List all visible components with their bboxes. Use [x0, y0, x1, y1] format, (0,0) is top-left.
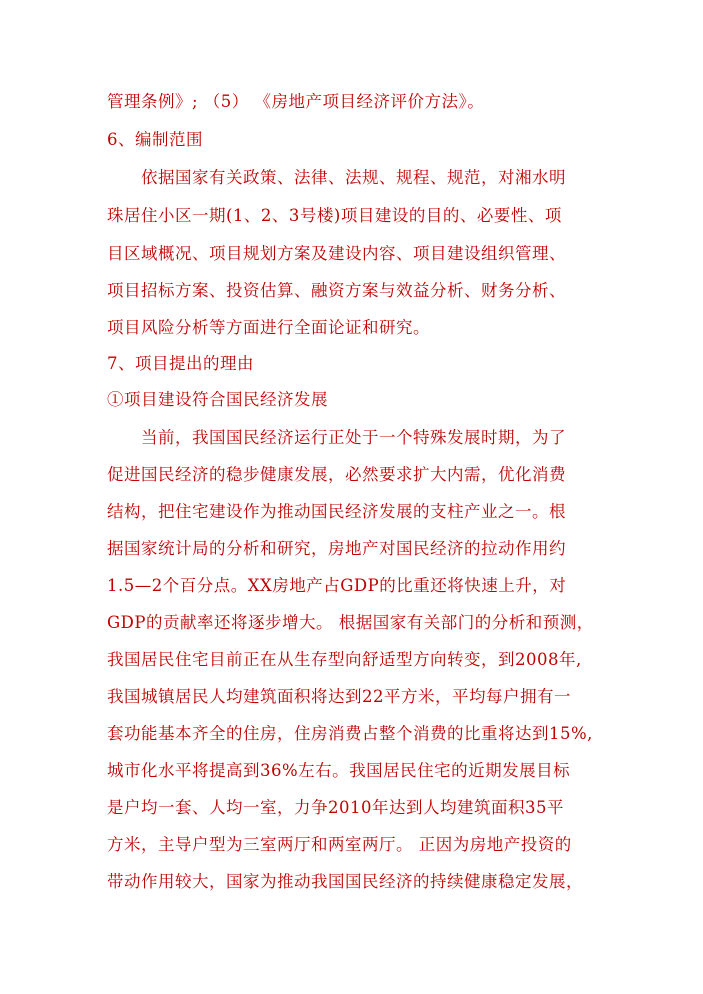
text-line: 1.5—2个百分点。XX房地产占GDP的比重还将快速上升，对 [107, 576, 567, 595]
text-line: 套功能基本齐全的住房，住房消费占整个消费的比重将达到15%, [107, 724, 593, 743]
subsection-heading: ①项目建设符合国民经济发展 [107, 390, 328, 409]
section-heading: 6、编制范围 [107, 130, 203, 149]
text-line: 管理条例》; （5） 《房地产项目经济评价方法》。 [107, 92, 485, 111]
text-line: 促进国民经济的稳步健康发展，必然要求扩大内需，优化消费 [107, 465, 566, 484]
text-line: 城市化水平将提高到36%左右。我国居民住宅的近期发展目标 [107, 761, 571, 780]
text-line: 当前，我国国民经济运行正处于一个特殊发展时期，为了 [107, 428, 566, 447]
text-line: 是户均一套、人均一室，力争2010年达到人均建筑面积35平 [107, 798, 564, 817]
section-heading: 7、项目提出的理由 [107, 354, 254, 373]
text-line: 依据国家有关政策、法律、法规、规程、规范，对湘水明 [107, 168, 566, 187]
text-line: 我国居民住宅目前正在从生存型向舒适型方向转变，到2008年, [107, 650, 582, 669]
text-line: 据国家统计局的分析和研究，房地产对国民经济的拉动作用约 [107, 539, 566, 558]
text-line: 珠居住小区一期(1、2、3号楼)项目建设的目的、必要性、项 [107, 206, 562, 225]
text-line: 项目招标方案、投资估算、融资方案与效益分析、财务分析、 [107, 281, 566, 300]
text-line: GDP的贡献率还将逐步增大。 根据国家有关部门的分析和预测， [107, 613, 594, 632]
text-line: 项目风险分析等方面进行全面论证和研究。 [107, 318, 430, 337]
text-line: 我国城镇居民人均建筑面积将达到22平方米，平均每户拥有一 [107, 687, 571, 706]
text-line: 结构，把住宅建设作为推动国民经济发展的支柱产业之一。根 [107, 502, 566, 521]
text-line: 目区域概况、项目规划方案及建设内容、项目建设组织管理、 [107, 244, 566, 263]
text-line: 带动作用较大，国家为推动我国国民经济的持续健康稳定发展， [107, 872, 583, 891]
text-line: 方米，主导户型为三室两厅和两室两厅。 正因为房地产投资的 [107, 835, 572, 854]
